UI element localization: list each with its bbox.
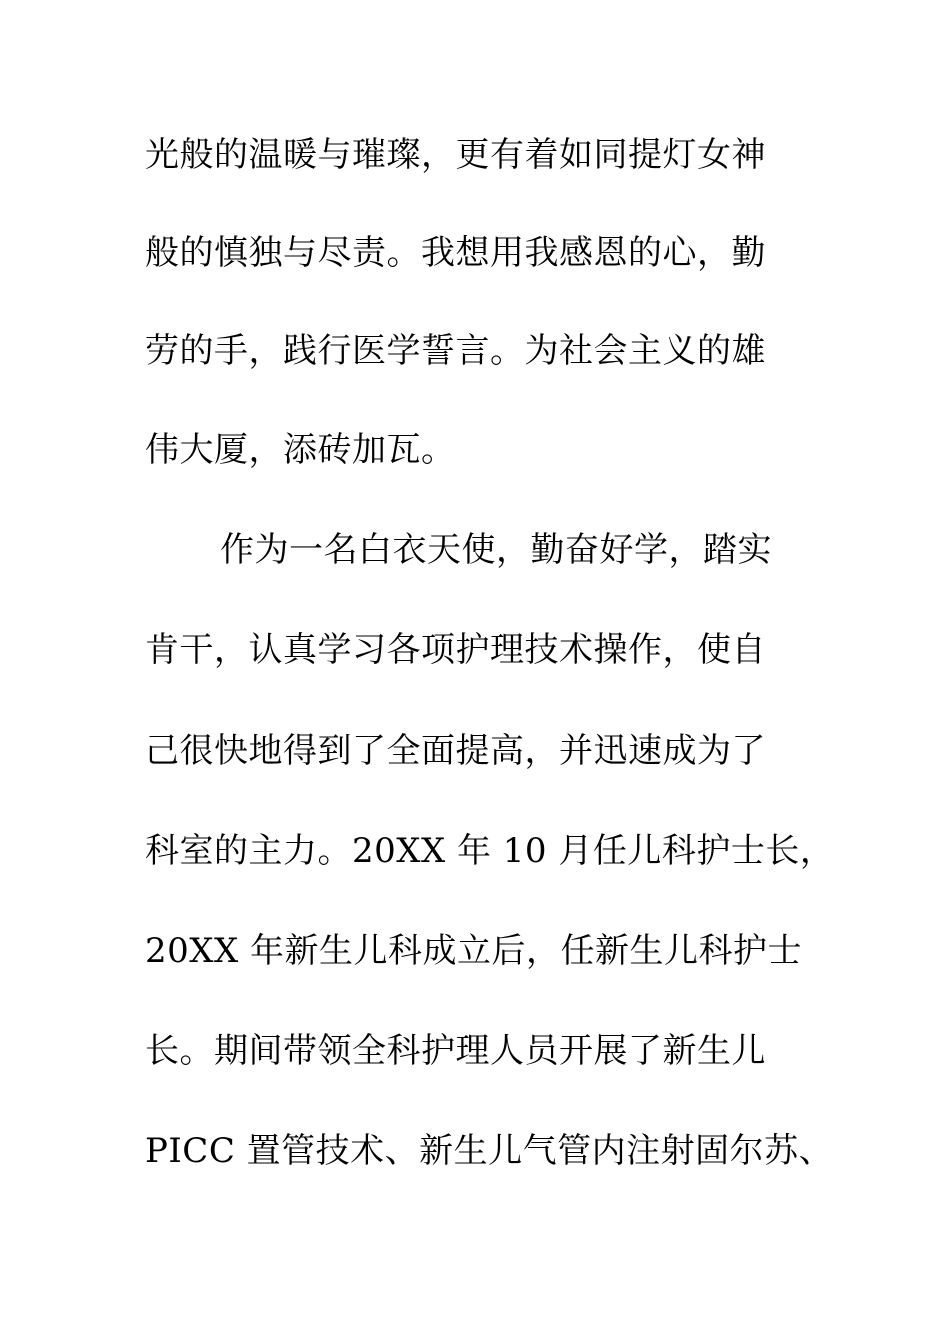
text-line-2: 般的慎独与尽责。我想用我感恩的心，勤: [145, 233, 766, 273]
paragraph-first-line: 作为一名白衣天使，勤奋好学，踏实: [220, 530, 772, 570]
text-line-3: 劳的手，践行医学誓言。为社会主义的雄: [145, 331, 766, 371]
text-line-8: 科室的主力。20XX 年 10 月任儿科护士长，: [145, 831, 835, 871]
text-line-4: 伟大厦，添砖加瓦。: [145, 430, 456, 470]
text-line-7: 己很快地得到了全面提高，并迅速成为了: [145, 731, 766, 771]
text-line-10: 长。期间带领全科护理人员开展了新生儿: [145, 1031, 766, 1071]
text-line-9: 20XX 年新生儿科成立后，任新生儿科护士: [145, 931, 802, 971]
text-line-1: 光般的温暖与璀璨，更有着如同提灯女神: [145, 135, 766, 175]
text-line-6: 肯干，认真学习各项护理技术操作，使自: [145, 630, 766, 670]
text-line-11: PICC 置管技术、新生儿气管内注射固尔苏、: [145, 1131, 834, 1171]
